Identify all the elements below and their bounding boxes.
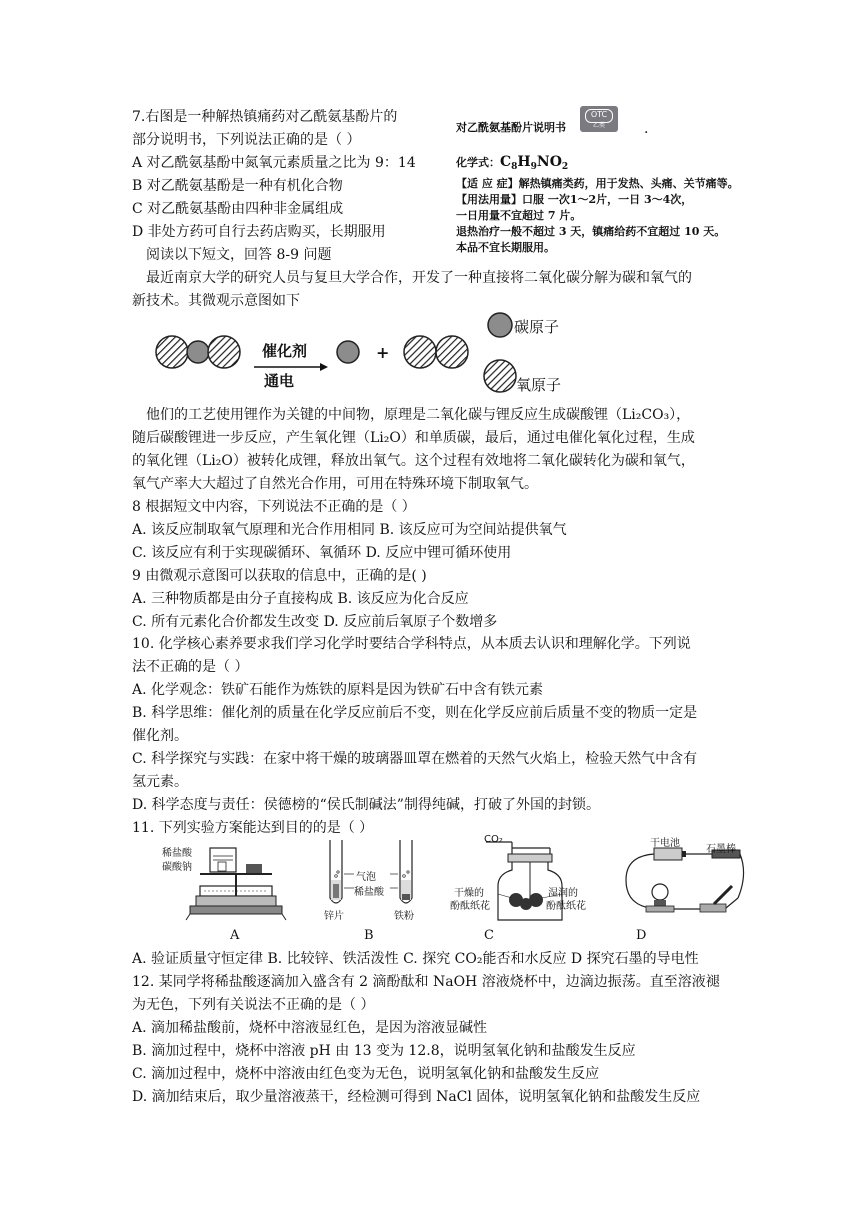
- fig-d-battery-label: 干电池: [650, 838, 680, 849]
- passage-intro: 阅读以下短文，回答 8-9 问题: [146, 247, 332, 263]
- q12-stem-line2: 为无色，下列有关说法不正确的是（ ）: [132, 997, 375, 1013]
- otc-subtext: 乙类: [592, 122, 605, 129]
- fig-a-caption: A: [230, 928, 240, 943]
- q7-option-a: A 对乙酰氨基酚中氮氧元素质量之比为 9：14: [132, 155, 416, 171]
- q7-option-b: B 对乙酰氨基酚是一种有机化合物: [132, 178, 343, 194]
- formula-c: C: [500, 154, 512, 170]
- fig-c-dry-label-2: 酚酞纸花: [450, 901, 490, 912]
- fig-b-iron-label: 铁粉: [394, 911, 414, 922]
- otc-text: OTC: [590, 110, 608, 119]
- q11-stem: 11. 下列实验方案能达到目的的是（ ）: [132, 820, 374, 836]
- label-indication: 【适 应 症】解热镇痛类药，用于发热、头痛、关节痛等。: [456, 177, 739, 190]
- fig-c-dry-label-1: 干燥的: [454, 888, 484, 899]
- q8-stem: 8 根据短文中内容，下列说法不正确的是（ ）: [132, 499, 416, 515]
- q9-stem: 9 由微观示意图可以获取的信息中，正确的是( ): [132, 568, 427, 584]
- q10-option-b-line1: B. 科学思维：催化剂的质量在化学反应前后不变，则在化学反应前后质量不变的物质一定是: [132, 705, 698, 721]
- fig-b-caption: B: [364, 928, 374, 943]
- fig-c-co2-label: CO₂: [484, 834, 503, 845]
- passage-p2-line3: 的氧化锂（Li₂O）被转化成锂，释放出氧气。这个过程有效地将二氧化碳转化为碳和氧气，: [132, 453, 695, 469]
- label-title: 对乙酰氨基酚片说明书: [456, 121, 566, 134]
- passage-p1-line1: 最近南京大学的研究人员与复旦大学合作，开发了一种直接将二氧化碳分解为碳和氧气的: [146, 270, 692, 286]
- oxygen-atom-legend-label: 氧原子: [516, 376, 562, 394]
- otc-badge: [580, 106, 618, 132]
- label-dot: .: [644, 121, 649, 137]
- q12-option-b: B. 滴加过程中，烧杯中溶液 pH 由 13 变为 12.8，说明氢氧化钠和盐酸发生反应: [132, 1043, 636, 1059]
- q7-option-c: C 对乙酰氨基酚由四种非金属组成: [132, 201, 344, 217]
- formula-h-sub: 9: [530, 162, 537, 173]
- q12-option-a: A. 滴加稀盐酸前，烧杯中溶液显红色，是因为溶液显碱性: [132, 1020, 488, 1036]
- passage-p1-line2: 新技术。其微观示意图如下: [132, 293, 300, 309]
- passage-p2-line4: 氧气产率大大超过了自然光合作用，可用在特殊环境下制取氧气。: [132, 476, 538, 492]
- fig-c-wet-label-2: 酚酞纸花: [546, 901, 586, 912]
- formula-o-sub: 2: [561, 162, 569, 173]
- q7-stem-line2: 部分说明书，下列说法正确的是（ ）: [132, 132, 361, 148]
- carbon-atom-legend-label: 碳原子: [514, 318, 560, 336]
- fig-b-acid-label: 稀盐酸: [354, 887, 384, 898]
- q8-options-ab: A. 该反应制取氧气原理和光合作用相同 B. 该反应可为空间站提供氧气: [132, 522, 567, 538]
- fig-d-graphite-label: 石墨棒: [706, 844, 736, 855]
- legend-oxygen-atom: [484, 360, 516, 392]
- formula-rest: NO: [536, 154, 562, 170]
- q12-option-c: C. 滴加过程中，烧杯中溶液由红色变为无色，说明氢氧化钠和盐酸发生反应: [132, 1066, 600, 1082]
- fig-c-caption: C: [484, 928, 494, 943]
- q10-stem-line2: 法不正确的是（ ）: [132, 659, 249, 675]
- carbon-product: [337, 341, 359, 363]
- fig-d-caption: D: [636, 928, 647, 943]
- formula-h: H: [517, 154, 531, 170]
- fig-a-acid-label: 稀盐酸: [162, 848, 192, 859]
- q10-stem-line1: 10. 化学核心素养要求我们学习化学时要结合学科特点，从本质去认识和理解化学。下列说: [132, 636, 691, 652]
- plus-sign: +: [376, 343, 390, 362]
- q7-option-d: D 非处方药可自行去药店购买，长期服用: [132, 224, 386, 240]
- label-duration: 退热治疗一般不超过 3 天，镇痛给药不宜超过 10 天。: [456, 225, 726, 238]
- electric-label: 通电: [264, 372, 295, 390]
- co2-molecule: [156, 336, 240, 368]
- q9-options-ab: A. 三种物质都是由分子直接构成 B. 该反应为化合反应: [132, 591, 469, 607]
- q10-option-d: D. 科学态度与责任：侯德榜的“侯氏制碱法”制得纯碱，打破了外国的封锁。: [132, 797, 600, 813]
- q11-options: A. 验证质量守恒定律 B. 比较锌、铁活泼性 C. 探究 CO₂能否和水反应 D 探究石墨的导电性: [132, 951, 699, 967]
- q12-option-d: D. 滴加结束后，取少量溶液蒸干，经检测可得到 NaCl 固体，说明氢氧化钠和盐酸发生反应: [132, 1089, 701, 1105]
- label-warning: 本品不宜长期服用。: [456, 241, 555, 254]
- q10-option-b-line2: 催化剂。: [132, 728, 188, 744]
- formula-c-sub: 8: [511, 162, 518, 173]
- q7-stem-line1: 7.右图是一种解热镇痛药对乙酰氨基酚片的: [132, 109, 398, 125]
- fig-c-wet-label-1: 湿润的: [548, 888, 578, 899]
- catalyst-label: 催化剂: [262, 342, 308, 360]
- legend-carbon-atom: [488, 313, 512, 337]
- q10-option-a: A. 化学观念：铁矿石能作为炼铁的原料是因为铁矿石中含有铁元素: [132, 682, 544, 698]
- passage-p2-line1: 他们的工艺使用锂作为关键的中间物，原理是二氧化碳与锂反应生成碳酸锂（Li₂CO₃），: [146, 407, 691, 423]
- q8-options-cd: C. 该反应有利于实现碳循环、氧循环 D. 反应中锂可循环使用: [132, 545, 512, 561]
- q10-option-c-line2: 氢元素。: [132, 774, 188, 790]
- q12-stem-line1: 12. 某同学将稀盐酸逐滴加入盛含有 2 滴酚酞和 NaOH 溶液烧杯中，边滴边振荡。直至溶液褪: [132, 974, 720, 990]
- passage-p2-line2: 随后碳酸锂进一步反应，产生氧化锂（Li₂O）和单质碳，最后，通过电催化氧化过程，生成: [132, 430, 695, 446]
- fig-b-bubble-label: 气泡: [356, 872, 376, 883]
- fig-b-zinc-label: 锌片: [324, 911, 344, 922]
- formula-prefix: 化学式：: [456, 156, 500, 169]
- q10-option-c-line1: C. 科学探究与实践：在家中将干燥的玻璃器皿罩在燃着的天然气火焰上，检验天然气中含有: [132, 751, 698, 767]
- label-formula: [456, 154, 568, 175]
- label-daily-max: 一日用量不宜超过 7 片。: [456, 209, 582, 222]
- q9-options-cd: C. 所有元素化合价都发生改变 D. 反应前后氧原子个数增多: [132, 614, 498, 630]
- label-dosage: 【用法用量】口服 一次1～2片，一日 3～4次，: [456, 193, 693, 206]
- o2-molecule: [404, 336, 468, 368]
- fig-a-carbonate-label: 碳酸钠: [162, 862, 192, 873]
